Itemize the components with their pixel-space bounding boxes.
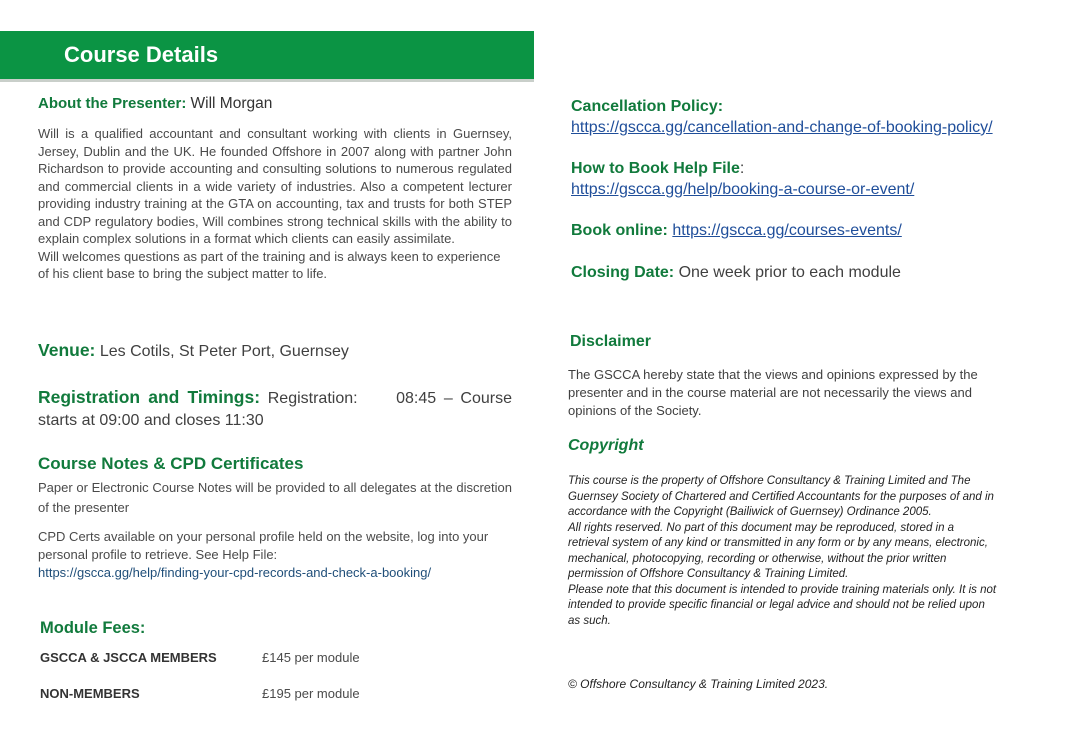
about-presenter-label: About the Presenter: (38, 95, 187, 112)
closing-date-value: One week prior to each module (678, 264, 901, 281)
registration-label: Registration and Timings: (38, 387, 261, 407)
presenter-name: Will Morgan (190, 95, 273, 112)
page-title: Course Details (64, 42, 219, 67)
copyright-paragraph-1: This course is the property of Offshore Consultancy & Training Limited and The Guernsey Society of Chartered and Certified Accountants for the purposes of and in accordance with the Copyright (Bailiwick of Guernsey) Ordinance 2005. (568, 475, 994, 518)
help-file-link[interactable]: https://gscca.gg/help/booking-a-course-or-event/ (571, 181, 915, 198)
book-online-link[interactable]: https://gscca.gg/courses-events/ (672, 222, 902, 239)
registration-line (38, 386, 517, 432)
copyright-footer: © Offshore Consultancy & Training Limited 2023. (568, 677, 829, 691)
disclaimer-heading: Disclaimer (570, 333, 651, 350)
header-bar (0, 31, 534, 79)
module-fees-heading: Module Fees: (40, 619, 146, 637)
fee-label: NON-MEMBERS (40, 686, 140, 701)
closing-date-label: Closing Date: (571, 264, 675, 281)
fee-amount: £145 per module (262, 650, 360, 665)
venue-line (38, 340, 349, 361)
course-notes-heading: Course Notes & CPD Certificates (38, 454, 304, 473)
about-paragraph-1: Will is a qualified accountant and consultant working with clients in Guernsey, Jersey, Dublin and the UK. He founded Offshore in 2007 along with partner John Richardson to provide accounting and consulting solutions to numerous regulated and commercial clients in a wide variety of industries. Also a competent lecturer providing industry training at the GTA on accounting, tax and trusts for both STEP and CDP regulatory bodies, Will combines strong technical skills with the ability to explain complex solutions in a format which clients can easily assimilate. (38, 126, 512, 246)
copyright-body (568, 474, 998, 629)
course-notes-body: Paper or Electronic Course Notes will be provided to all delegates at the discretion of the presenter (38, 480, 512, 515)
registration-value: Registration: 08:45 – Course starts at 09:00 and closes 11:30 (38, 390, 517, 429)
cancellation-policy (571, 96, 993, 138)
about-presenter-heading (38, 95, 272, 113)
book-online-label: Book online: (571, 222, 668, 239)
copyright-paragraph-3: Please note that this document is intended to provide training materials only. It is not intended to provide specific financial or legal advice and should not be relied upon as such. (568, 583, 997, 627)
copyright-heading: Copyright (568, 437, 644, 454)
fee-label: GSCCA & JSCCA MEMBERS (40, 650, 217, 665)
venue-label: Venue: (38, 340, 96, 360)
cpd-help-link[interactable]: https://gscca.gg/help/finding-your-cpd-records-and-check-a-booking/ (38, 565, 432, 580)
copyright-paragraph-2: All rights reserved. No part of this document may be reproduced, stored in a retrieval system of any kind or transmitted in any form or by any means, electronic, mechanical, photocopying, recording or otherwise, without the prior written permission of Offshore Consultancy & Training Limited. (568, 521, 988, 580)
about-paragraph-2: Will welcomes questions as part of the training and is always keen to experience of his client base to bring the subject matter to life. (38, 248, 501, 281)
cancellation-label: Cancellation Policy: (571, 98, 724, 115)
book-online (571, 220, 902, 241)
help-file-label: How to Book Help File (571, 160, 740, 177)
help-file: How to Book Help File: https://gscca.gg/help/booking-a-course-or-event/ (571, 160, 915, 198)
about-presenter-body (38, 125, 512, 283)
fee-amount: £195 per module (262, 686, 360, 701)
cpd-text: CPD Certs available on your personal profile held on the website, log into your personal profile to retrieve. See Help File: (38, 529, 489, 562)
cpd-certificates-body (38, 528, 512, 582)
cancellation-link[interactable]: https://gscca.gg/cancellation-and-change-of-booking-policy/ (571, 119, 993, 136)
venue-value: Les Cotils, St Peter Port, Guernsey (99, 343, 349, 360)
disclaimer-body: The GSCCA hereby state that the views and opinions expressed by the presenter and in the course material are not necessarily the views and opinions of the Society. (568, 367, 985, 418)
closing-date (571, 262, 901, 283)
